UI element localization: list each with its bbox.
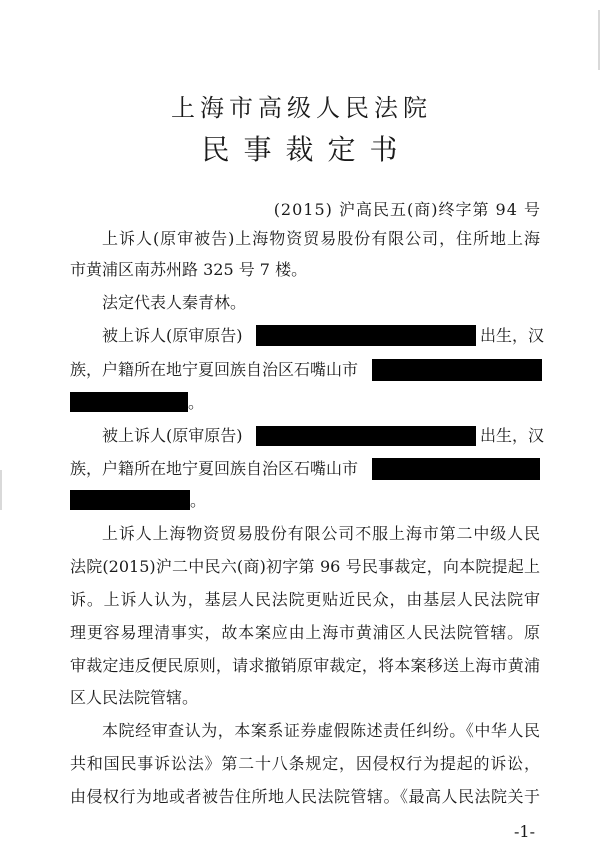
redaction-block [372,458,540,480]
appellee-2-label: 被上诉人(原审原告) [102,426,243,445]
scan-artifact [598,10,600,70]
document-type-title: 民事裁定书 [201,133,412,166]
court-name: 上海市高级人民法院 [171,94,432,122]
paragraph-1-line-5: 审裁定违反便民原则，请求撤销原审裁定，将本案移送上海市黄浦 [70,656,540,675]
redaction-block [256,426,476,446]
appellee-1-residence: 族，户籍所在地宁夏回族自治区石嘴山市 [70,360,359,379]
appellee-2-end: 。 [190,491,207,510]
case-number: (2015) 沪高民五(商)终字第 94 号 [273,200,541,219]
scan-artifact [0,470,2,510]
redaction-block [70,490,190,510]
appellee-1-label: 被上诉人(原审原告) [102,326,243,345]
paragraph-1-line-2: 法院(2015)沪二中民六(商)初字第 96 号民事裁定，向本院提起上 [70,557,540,576]
paragraph-1-line-1: 上诉人上海物资贸易股份有限公司不服上海市第二中级人民 [102,524,540,543]
paragraph-2-line-2: 共和国民事诉讼法》第二十八条规定，因侵权行为提起的诉讼， [70,754,540,773]
appellee-2-residence: 族，户籍所在地宁夏回族自治区石嘴山市 [70,459,359,478]
paragraph-1-line-6: 区人民法院管辖。 [70,688,199,707]
paragraph-2-line-3: 由侵权行为地或者被告住所地人民法院管辖。《最高人民法院关于 [70,787,540,806]
appellant-line-1: 上诉人(原审被告)上海物资贸易股份有限公司，住所地上海 [102,229,540,248]
redaction-block [70,392,188,412]
page-number: -1- [514,822,535,841]
appellee-1-end: 。 [188,393,205,412]
paragraph-2-line-1: 本院经审查认为，本案系证券虚假陈述责任纠纷。《中华人民 [102,721,540,740]
redaction-block [256,325,476,346]
legal-representative: 法定代表人秦青林。 [102,293,247,312]
appellee-1-birth: 出生，汉 [480,326,545,345]
appellant-line-2: 市黄浦区南苏州路 325 号 7 楼。 [70,260,308,279]
appellee-2-birth: 出生，汉 [480,426,545,445]
paragraph-1-line-4: 理更容易理清事实，故本案应由上海市黄浦区人民法院管辖。原 [70,623,540,642]
paragraph-1-line-3: 诉。上诉人认为，基层人民法院更贴近民众，由基层人民法院审 [70,590,540,609]
redaction-block [372,359,542,381]
